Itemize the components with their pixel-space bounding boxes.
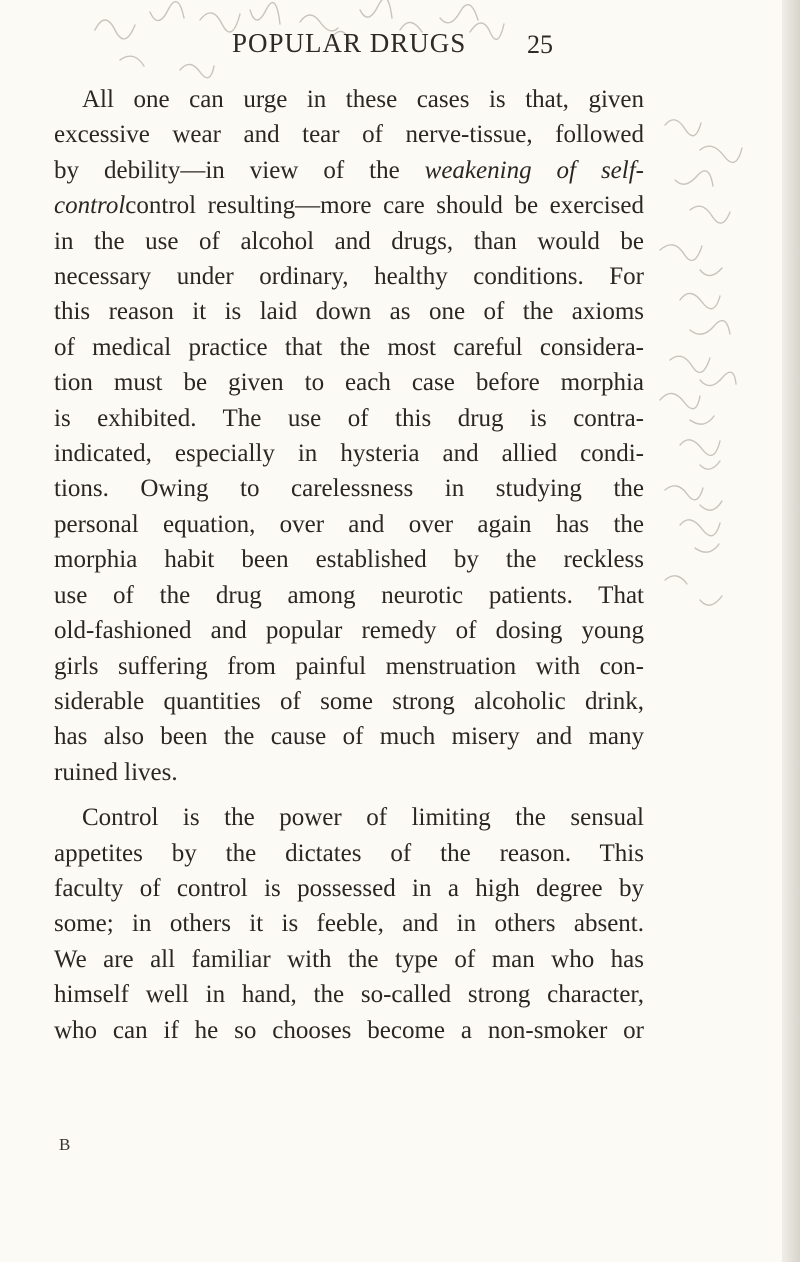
page-edge-shadow <box>782 0 800 1262</box>
body-text <box>54 82 644 1048</box>
text-line: ruined lives. <box>54 758 178 786</box>
paragraph-1 <box>54 82 644 790</box>
italic-phrase: weakening of self- <box>424 156 644 184</box>
text-line: siderable quantities of some strong alcoholic drink, <box>54 687 644 715</box>
text-line: faculty of control is possessed in a high degree by <box>54 874 644 902</box>
text-line: excessive wear and tear of nerve-tissue, followed <box>54 121 644 149</box>
text-line: has also been the cause of much misery and many <box>54 723 644 751</box>
text-line: in the use of alcohol and drugs, than would be <box>54 227 644 255</box>
text-line: is exhibited. The use of this drug is contra- <box>54 404 644 432</box>
text-line <box>54 153 644 188</box>
signature-mark: B <box>59 1135 71 1154</box>
text-fragment: control resulting—more care should be exercised <box>125 192 644 220</box>
text-line: Control is the power of limiting the sensual <box>82 804 644 832</box>
text-line: this reason it is laid down as one of the axioms <box>54 298 644 326</box>
text-line: himself well in hand, the so-called strong character, <box>54 981 644 1009</box>
text-line: who can if he so chooses become a non-smoker or <box>54 1016 644 1044</box>
text-line: some; in others it is feeble, and in others absent. <box>54 910 644 938</box>
italic-phrase: control <box>54 192 126 220</box>
paragraph-2 <box>54 800 644 1048</box>
text-line: We are all familiar with the type of man who has <box>54 945 644 973</box>
text-line: indicated, especially in hysteria and allied condi- <box>54 440 644 468</box>
text-fragment: by debility—in view of the <box>54 156 425 184</box>
paragraph-gap <box>54 790 644 800</box>
text-line: tion must be given to each case before morphia <box>54 369 644 397</box>
text-line: necessary under ordinary, healthy conditions. For <box>54 263 644 291</box>
text-line <box>54 188 644 223</box>
page-number: 25 <box>527 30 553 59</box>
text-line: of medical practice that the most careful considera- <box>54 333 644 361</box>
text-line: personal equation, over and over again has the <box>54 510 644 538</box>
text-line: girls suffering from painful menstruation with con- <box>54 652 644 680</box>
text-line: old-fashioned and popular remedy of dosing young <box>54 617 644 645</box>
text-line: morphia habit been established by the reckless <box>54 546 644 574</box>
text-line: All one can urge in these cases is that, given <box>82 86 644 113</box>
running-title: POPULAR DRUGS <box>232 28 467 58</box>
text-line: use of the drug among neurotic patients. That <box>54 581 644 609</box>
text-line: tions. Owing to carelessness in studying the <box>54 475 644 503</box>
text-line: appetites by the dictates of the reason. This <box>54 839 644 867</box>
